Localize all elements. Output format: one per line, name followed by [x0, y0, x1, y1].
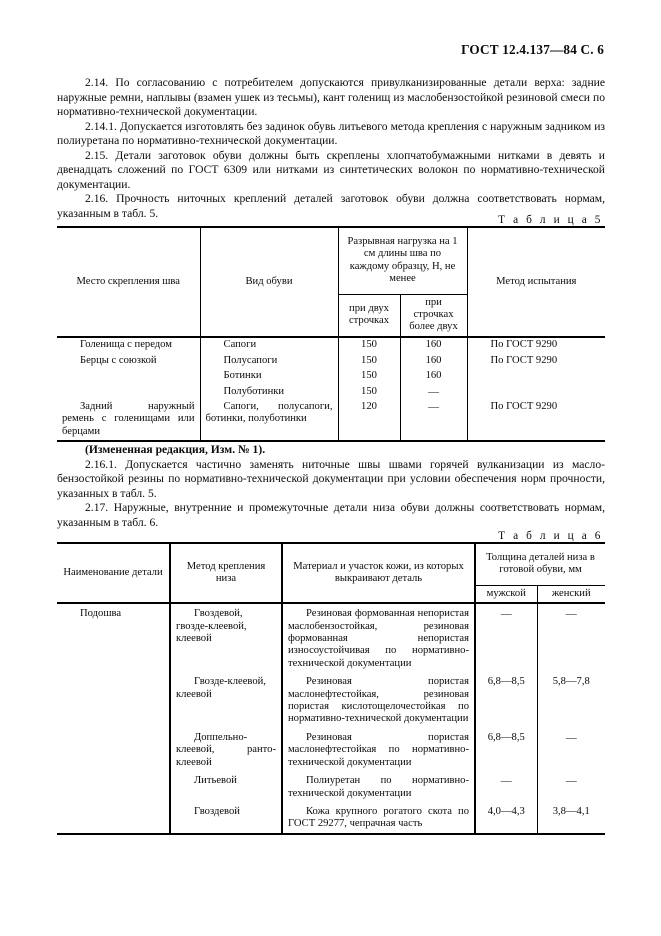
table5-header-row	[57, 227, 605, 294]
table-row	[57, 802, 605, 834]
table-row	[57, 728, 605, 771]
table5-cell-two: 120	[338, 399, 400, 440]
table-row	[57, 771, 605, 802]
table5-cell-more: —	[400, 399, 467, 440]
table5-cell-more: 160	[400, 353, 467, 368]
table5-cell-place: Берцы с союзкой	[57, 353, 200, 368]
table5-cell-method: По ГОСТ 9290	[467, 353, 605, 368]
table6-cell-method: Гвоздевой	[170, 802, 282, 834]
table-row	[57, 603, 605, 672]
table5-body	[57, 337, 605, 441]
table5	[57, 226, 605, 442]
table5-cell-method: По ГОСТ 9290	[467, 399, 605, 440]
table6-cell-part: Подошва	[57, 603, 170, 672]
table6-cell-male: —	[475, 603, 537, 672]
table5-cell-place	[57, 369, 200, 384]
table5-cell-kind: Полуботинки	[200, 384, 338, 399]
table6-cell-male: 6,8—8,5	[475, 728, 537, 771]
table6-cell-male: 4,0—4,3	[475, 802, 537, 834]
table6-cell-part	[57, 728, 170, 771]
paragraph-2-16: 2.16. Прочность ниточных креплений деталей заготовок обуви должна соответствовать нормам, указанным в табл. 5.	[57, 192, 605, 220]
table6-col-material: Материал и участок кожи, из которых выкраивают деталь	[282, 543, 475, 603]
table5-cell-method	[467, 369, 605, 384]
table6-col-attach-method: Метод крепления низа	[170, 543, 282, 603]
table5-cell-more: 160	[400, 337, 467, 353]
table6-header-row	[57, 543, 605, 585]
table5-col-method: Метод испытания	[467, 227, 605, 337]
table6-cell-part	[57, 771, 170, 802]
table5-col-place: Место скрепления шва	[57, 227, 200, 337]
table6-cell-material: Кожа крупного рогатого скота по ГОСТ 29277, чепрачная часть	[282, 802, 475, 834]
table5-cell-more: 160	[400, 369, 467, 384]
table5-cell-two: 150	[338, 353, 400, 368]
table6-cell-method: Литьевой	[170, 771, 282, 802]
table6-body	[57, 603, 605, 834]
table6-cell-female: 5,8—7,8	[537, 672, 605, 728]
paragraph-2-14: 2.14. По согласованию с потребителем допускаются привулканизированные детали верха: задние наружные ремни, наплывы (взамен ушек из тесьмы), кант голенищ из маслобензостойкой резиновой смеси по нормативно-технической документации.	[57, 76, 605, 119]
table-row	[57, 369, 605, 384]
table5-cell-place: Задний наружный ремень с голенищами или берцами	[57, 399, 200, 440]
table-row	[57, 384, 605, 399]
table6-cell-method: Гвозде-клеевой, клеевой	[170, 672, 282, 728]
table6-cell-male: 6,8—8,5	[475, 672, 537, 728]
table5-cell-kind: Сапоги, полусапоги, ботинки, полуботинки	[200, 399, 338, 440]
body-text-middle	[57, 443, 605, 530]
table6-caption: Т а б л и ц а 6	[498, 530, 603, 542]
paragraph-2-16-1: 2.16.1. Допускается частично заменять ниточные швы швами горячей вулканизации из масло-бензостойкой резины по нормативно-технической документации при условии обеспечения норм прочности, указанных в табл. 5.	[57, 457, 605, 500]
table6-col-thickness-group: Толщина деталей низа в готовой обуви, мм	[475, 543, 605, 585]
table5-cell-kind: Ботинки	[200, 369, 338, 384]
table5-block	[57, 214, 605, 442]
table6-cell-part	[57, 802, 170, 834]
table5-col-load-group: Разрывная нагрузка на 1 см длины шва по каждому образцу, Н, не менее	[338, 227, 467, 294]
table5-col-more-rows: при строчках более двух	[400, 294, 467, 337]
table5-cell-place: Голенища с передом	[57, 337, 200, 353]
paragraph-2-17: 2.17. Наружные, внутренние и промежуточные детали низа обуви должны соответствовать нормам, указанным в табл. 6.	[57, 501, 605, 529]
table-row	[57, 337, 605, 353]
table5-cell-kind: Сапоги	[200, 337, 338, 353]
table5-col-two-rows: при двух строчках	[338, 294, 400, 337]
table6-cell-female: —	[537, 603, 605, 672]
paragraph-amended-edition: (Измененная редакция, Изм. № 1).	[85, 443, 266, 456]
table5-cell-method: По ГОСТ 9290	[467, 337, 605, 353]
table6-block	[57, 530, 605, 835]
table6-head	[57, 543, 605, 603]
table5-head	[57, 227, 605, 337]
table6-cell-part	[57, 672, 170, 728]
paragraph-2-14-1: 2.14.1. Допускается изготовлять без задинок обувь литьевого метода крепления с наружным задником из полиуретана по нормативно-технической документации.	[57, 119, 605, 148]
paragraph-2-15: 2.15. Детали заготовок обуви должны быть скреплены хлопчатобумажными нитками в девять и двенадцать сложений по ГОСТ 6309 или нитками из синтетических волокон по нормативно-технической документации.	[57, 148, 605, 191]
table6-cell-female: 3,8—4,1	[537, 802, 605, 834]
table6-cell-female: —	[537, 771, 605, 802]
table5-cell-two: 150	[338, 384, 400, 399]
table5-cell-place	[57, 384, 200, 399]
table6-cell-material: Резиновая пористая маслонефтестойкая по нормативно-технической документации	[282, 728, 475, 771]
running-header: ГОСТ 12.4.137—84 С. 6	[461, 42, 604, 57]
table6-cell-method: Гвоздевой, гвозде-клеевой, клеевой	[170, 603, 282, 672]
table5-cell-method	[467, 384, 605, 399]
table-row	[57, 672, 605, 728]
table6-cell-material: Резиновая пористая маслонефтестойкая, резиновая пористая кислотощелочестойкая по нормативно-технической документации	[282, 672, 475, 728]
table-row	[57, 399, 605, 440]
table6-cell-material: Резиновая формованная непористая маслобензостойкая, резиновая формованная непористая износоустойчивая по нормативно-технической документации	[282, 603, 475, 672]
table6-col-male: мужской	[475, 585, 537, 603]
table6-col-female: женский	[537, 585, 605, 603]
table6-cell-female: —	[537, 728, 605, 771]
table5-cell-two: 150	[338, 337, 400, 353]
table6	[57, 542, 605, 835]
table5-caption: Т а б л и ц а 5	[498, 214, 603, 226]
table5-cell-kind: Полусапоги	[200, 353, 338, 368]
table5-cell-two: 150	[338, 369, 400, 384]
table6-cell-male: —	[475, 771, 537, 802]
body-text-top	[57, 76, 605, 221]
table6-cell-material: Полиуретан по нормативно-технической документации	[282, 771, 475, 802]
table6-col-part-name: Наименование детали	[57, 543, 170, 603]
table-row	[57, 353, 605, 368]
table5-col-kind: Вид обуви	[200, 227, 338, 337]
table6-cell-method: Доппельно-клеевой, ранто-клеевой	[170, 728, 282, 771]
table5-cell-more: —	[400, 384, 467, 399]
